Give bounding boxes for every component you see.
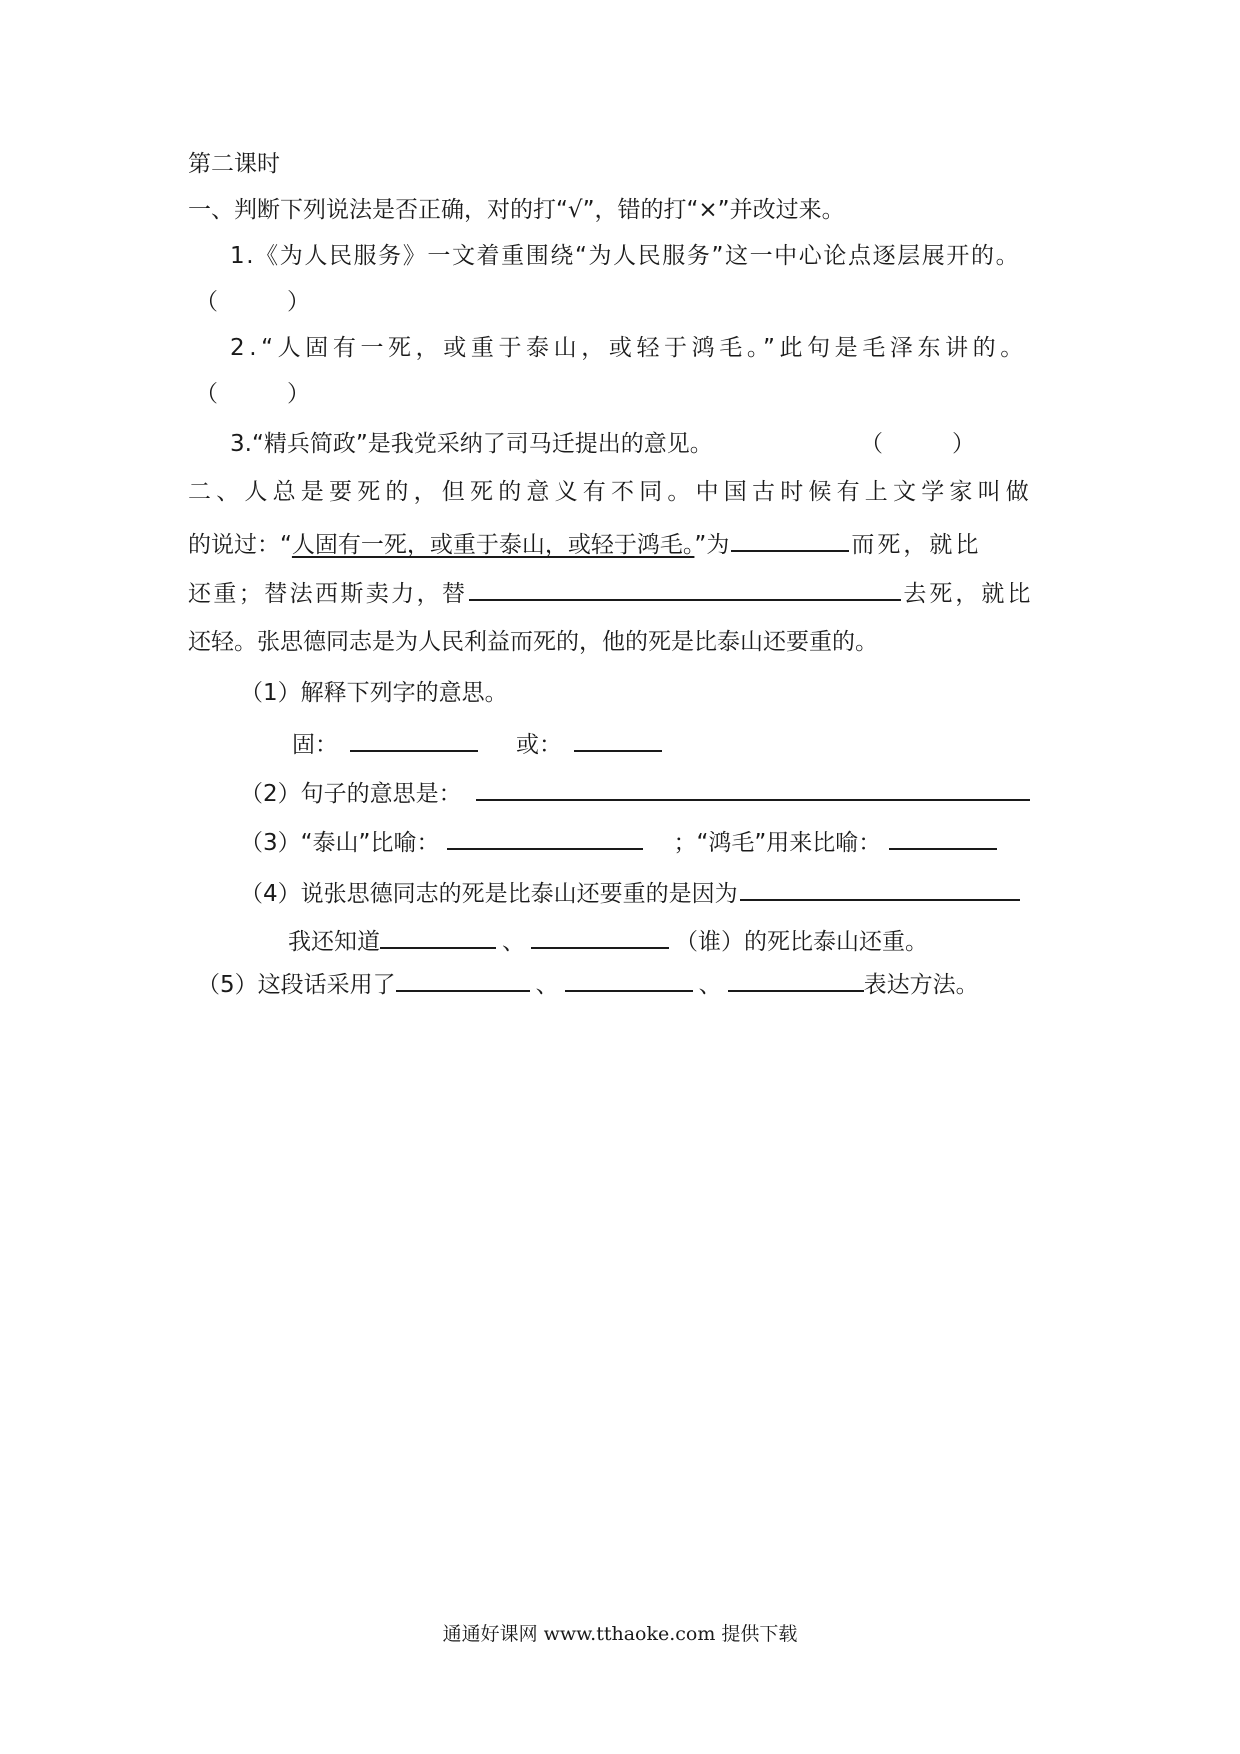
- answer-blank[interactable]: [447, 826, 643, 850]
- answer-blank[interactable]: [380, 925, 496, 949]
- question-2-text: 2.“人固有一死，或重于泰山，或轻于鸿毛。”此句是毛泽东讲的。: [230, 335, 1028, 361]
- separator: 、: [698, 972, 722, 998]
- question-3-answer-paren: （ ）: [860, 431, 975, 457]
- passage-line-4: 还轻。张思德同志是为人民利益而死的，他的死是比泰山还要重的。: [188, 629, 878, 655]
- question-1-answer-paren: （ ）: [195, 289, 310, 315]
- passage-line-1: 二、人总是要死的，但死的意义有不同。中国古时候有上文学家叫做: [188, 479, 1034, 505]
- lesson-title: 第二课时: [188, 151, 280, 177]
- passage-line-2: [188, 528, 981, 561]
- sub-question-3-label-b: ；“鸿毛”用来比喻：: [673, 830, 882, 856]
- word-gu-label: 固：: [292, 732, 338, 758]
- passage-line-3: [188, 577, 1033, 610]
- word-huo-label: 或：: [516, 732, 562, 758]
- question-1-text: 1.《为人民服务》一文着重围绕“为人民服务”这一中心论点逐层展开的。: [230, 243, 1021, 269]
- sub-question-4: [240, 877, 1020, 910]
- sub-question-3-label-a: （3）“泰山”比喻：: [240, 830, 440, 856]
- answer-blank[interactable]: [350, 728, 478, 752]
- sub-question-4b-label: 我还知道: [288, 929, 380, 955]
- passage-text: 还重；替法西斯卖力，替: [188, 581, 468, 607]
- question-2-answer-paren: （ ）: [195, 381, 310, 407]
- sub-question-2-label: （2）句子的意思是：: [240, 781, 462, 807]
- passage-text: 而死，就比: [851, 532, 982, 558]
- passage-text: 去死，就比: [903, 581, 1034, 607]
- answer-blank[interactable]: [889, 826, 997, 850]
- answer-blank[interactable]: [531, 925, 669, 949]
- sub-question-5-tail: 表达方法。: [863, 972, 979, 998]
- sub-question-3: [240, 826, 997, 859]
- answer-blank[interactable]: [574, 728, 662, 752]
- sub-question-5-label: （5）这段话采用了: [197, 972, 396, 998]
- answer-blank[interactable]: [396, 968, 530, 992]
- sub-question-4-label: （4）说张思德同志的死是比泰山还要重的是因为: [240, 881, 738, 907]
- passage-text: 的说过：“: [188, 532, 292, 558]
- passage-text: ”为: [694, 532, 730, 558]
- underlined-quote: 人固有一死，或重于泰山，或轻于鸿毛。: [291, 532, 695, 558]
- sub-question-4b-tail: （谁）的死比泰山还重。: [675, 929, 928, 955]
- separator: 、: [502, 929, 525, 955]
- sub-question-2: [240, 777, 1030, 810]
- sub-question-1: （1）解释下列字的意思。: [240, 680, 508, 706]
- answer-blank[interactable]: [469, 577, 901, 601]
- page-footer: 通通好课网 www.tthaoke.com 提供下载: [442, 1623, 798, 1645]
- answer-blank[interactable]: [728, 968, 864, 992]
- question-3-text: 3.“精兵简政”是我党采纳了司马迁提出的意见。: [230, 431, 713, 457]
- answer-blank[interactable]: [731, 528, 849, 552]
- answer-blank[interactable]: [565, 968, 693, 992]
- answer-blank[interactable]: [476, 777, 1030, 801]
- answer-blank[interactable]: [740, 877, 1020, 901]
- separator: 、: [535, 972, 559, 998]
- sub-question-4-followup: [288, 925, 928, 958]
- section1-heading: 一、判断下列说法是否正确，对的打“√”，错的打“×”并改过来。: [188, 197, 845, 223]
- sub-question-5: [197, 968, 979, 1001]
- sub-question-1-words: [292, 728, 662, 761]
